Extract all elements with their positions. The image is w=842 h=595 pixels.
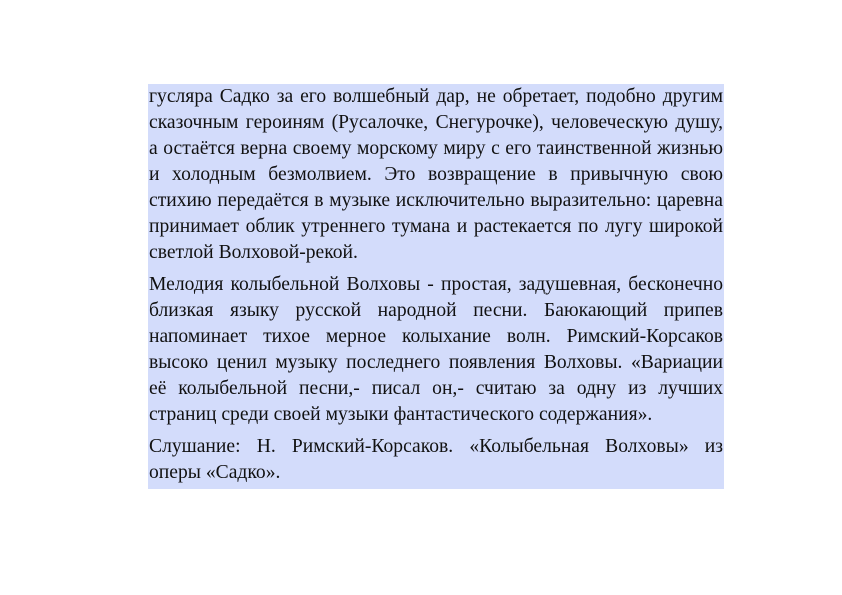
paragraph-listening: Слушание: Н. Римский-Корсаков. «Колыбельная Волховы» из оперы «Садко».: [149, 436, 723, 483]
paragraph-lullaby-melody: Мелодия колыбельной Волховы - простая, задушевная, бесконечно близкая языку русской народной песни. Баюкающий припев напоминает тихое мерное колыхание волн. Римский-Корсаков высоко ценил музыку последнего появления Волховы. «Вариации её колыбельной песни,- писал он,- считаю за одну из лучших страниц среди своей музыки фантастического содержания».: [149, 274, 723, 425]
text-block: [148, 84, 724, 489]
paragraph-volkhova-return: гусляра Садко за его волшебный дар, не обретает, подобно другим сказочным героиням (Русалочке, Снегурочке), человеческую душу, а остаётся верна своему морскому миру с его таинственной жизнью и холодным безмолвием. Это возвращение в привычную свою стихию передаётся в музыке исключительно выразительно: царевна принимает облик утреннего тумана и растекается по лугу широкой светлой Волховой-рекой.: [149, 86, 723, 263]
